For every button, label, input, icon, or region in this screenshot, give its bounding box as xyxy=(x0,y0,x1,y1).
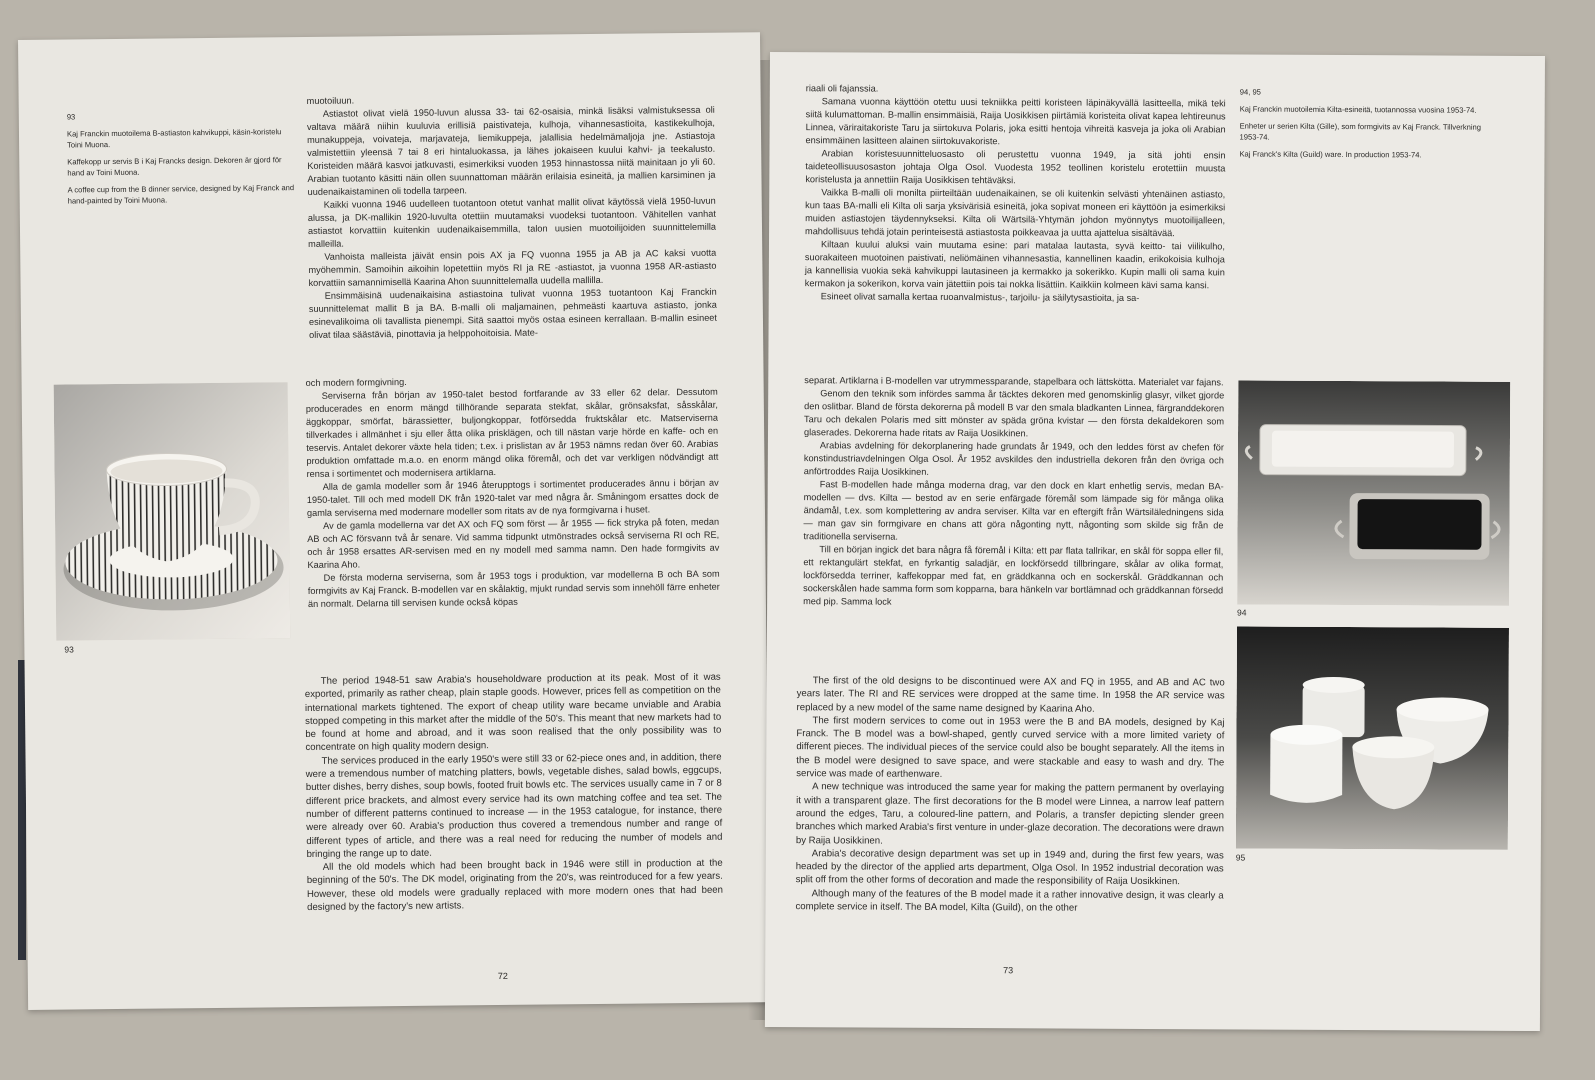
caption-93-number: 93 xyxy=(66,112,76,122)
paragraph: Arabian koristesuunnitteluosasto oli perustettu vuonna 1949, ja sitä johti ensin taideteollisuusosaston johtaja Olga Osol. Vuodesta 1952 teollinen koristelu erotettiin muusta koristelusta ja annettiin Raija Uosikkisen tehtäväksi. xyxy=(805,148,1226,186)
paragraph: separat. Artiklarna i B-modellen var utrymmessparande, stapelbara och lättskötta. Materialet var fajans. xyxy=(804,375,1224,388)
figure-94-label: 94 xyxy=(1237,607,1247,618)
english-text-column xyxy=(795,674,1224,916)
caption-93 xyxy=(67,109,296,212)
caption-93-swedish: Kaffekopp ur servis B i Kaj Francks design. Dekoren är gjord för hand av Toini Muona. xyxy=(67,155,282,178)
paragraph: All the old models which had been brought back in 1946 were still in production at the beginning of the 50's. The DK model, originating from the 20's, was reintroduced for a few years. However, these old models were gradually replaced with more modern ones that had been designed by the factory's new artists. xyxy=(306,857,723,914)
caption-94-95 xyxy=(1239,86,1499,166)
paragraph: Vaikka B-malli oli monilta piirteiltään uudenaikainen, se oli kuitenkin selvästi yhtenäinen astiasto, kun taas BA-malli eli Kilta oli sarja yksivärisiä esineitä, joka sopivat moneen eri käyttöön ja esimerkiksi muiden astiastojen täydennykseksi. Kilta oli Wärtsilä-Yhtymän johdon myönnytys muotoilijalleen, mahdollisuus tehdä jotain perinteisestä astiastosta poikkeavaa ja uutta ajattelua sisältävää. xyxy=(805,187,1226,239)
page-number-left: 72 xyxy=(497,970,508,982)
caption-93-english: A coffee cup from the B dinner service, designed by Kaj Franck and hand-painted by Toini Muona. xyxy=(67,183,295,206)
paragraph: The first modern services to come out in 1953 were the B and BA models, designed by Kaj Franck. The B model was a bowl-shaped, gently curved service with a more limited variety of different pieces. The individual pieces of the service could also be bought separately. All the items in the B model were designed to save space, and were stackable and easy to wash and dry. The service was made of earthenware. xyxy=(796,715,1225,780)
paragraph: Till en början ingick det bara några få föremål i Kilta: ett par flata tallrikar, en skål för soppa eller fil, ett rektangulärt stekfat, en fyrkantig saladjär, en lockförsedd tillbringare, skålar av olika format, lockförsedda terriner, kaffekoppar med fat, en gräddkanna och en sockerskål. Gräddkannan och sockerskålen hade samma form som kopparna, bara hänkeln var bortlämnad och gräddkannan försedd med pip. Samma lock xyxy=(803,544,1224,607)
coffee-cup-photo xyxy=(54,382,291,640)
caption-94-95-number: 94, 95 xyxy=(1239,87,1261,97)
figure-95-label: 95 xyxy=(1235,852,1246,863)
kilta-dishes-photo xyxy=(1237,380,1510,605)
kilta-bowls-illustration xyxy=(1236,626,1509,849)
paragraph: Serviserna från början av 1950-talet bestod fortfarande av 33 eller 62 delar. Dessutom producerades en enorm mängd tillhörande separata stekfat, skålar, grönsaksfat, såsskålar, äggkoppar, smörfat, bärassietter, buljongkoppar, fotförsedda fruktskålar etc. Matserviserna tillverkades i allmänhet i sju eller åtta olika prisklägen, och till nästan varje hörde en kaffe- och en teservis. Antalet dekorer växte hela tiden; t.ex. i prislistan av år 1953 nämns redan över 60. Arabias produktion omfattade m.a.o. en enorm mängd olika föremål, och det var verkligen nödvändigt att rensa i sortimentet och modernisera artiklarna. xyxy=(305,386,719,480)
paragraph: Samana vuonna käyttöön otettu uusi tekniikka peitti koristeen läpinäkyvällä lasitteella, mikä teki siitä kulumattoman. B-mallin ensimmäisiä, Raija Uosikkisen piirtämiä koristeita olivat kapea lehtireunus Linnea, väriraitakoriste Taru ja siirtokuva Polaris, joka esitti hentoja vihreitä kasveja ja joka oli Arabian ensimmäinen lasitteen alainen siirtokuvakoriste. xyxy=(805,96,1226,147)
finnish-text-column xyxy=(307,91,718,342)
paragraph: Av de gamla modellerna var det AX och FQ som först — år 1955 — fick stryka på foten, medan AB och AC försvann två år senare. Vid samma tidpunkt utmönstrades också serviserna RI och RE, och år 1958 ersattes AR-servisen med en ny modell med samma namn. Den hade formgivits av Kaarina Aho. xyxy=(307,516,720,570)
caption-93-finnish: Kaj Franckin muotoilema B-astiaston kahvikuppi, käsin-koristelu Toini Muona. xyxy=(66,127,282,150)
paragraph: Alla de gamla modeller som år 1946 återupptogs i sortimentet producerades ännu i början av 1950-talet. Till och med modell DK från 1920-talet var med några år. Småningom ersattes dock de gamla serviserna med modernare modeller som ritats av de nya formgivarna i huset. xyxy=(306,477,719,518)
caption-94-95-swedish: Enheter ur serien Kilta (Gille), som formgivits av Kaj Franck. Tillverkning 1953-74. xyxy=(1239,121,1482,142)
english-text-column xyxy=(305,671,723,915)
paragraph: riaali oli fajanssia. xyxy=(805,83,879,94)
paragraph: Kaikki vuonna 1946 uudelleen tuotantoon otetut vanhat mallit olivat käytössä vielä 1950-luvun alussa, ja DK-mallikin 1920-luvulta otettiin muutamaksi vuodeksi tuotantoon. Vähitellen vanhat astiastot korvattiin kuitenkin uudenaikaisemmilla, talon uusien muotoilijoiden suunnittelemilla malleilla. xyxy=(307,195,717,249)
paragraph: The first of the old designs to be discontinued were AX and FQ in 1955, and AB and AC two years later. The RI and RE services were dropped at the same time. In 1958 the AR service was replaced by a new model of the same name designed by Kaarina Aho. xyxy=(796,675,1225,715)
paragraph: The services produced in the early 1950's were still 33 or 62-piece ones and, in addition, there were a tremendous number of matching platters, bowls, vegetable dishes, salad bowls, eggcups, butter dishes, berry dishes, soup bowls, footed fruit bowls etc. The services usually came in 7 or 8 different price brackets, and almost every service had its own matching coffee and tea set. The number of different patterns continued to increase — in the 1953 catalogue, for instance, there were already over 60. Arabia's production thus covered a tremendous number and range of different types of article, and there was a real need for reducing the number of models and bringing the range up to date. xyxy=(305,751,723,860)
paragraph: Vanhoista malleista jäivät ensin pois AX ja FQ vuonna 1955 ja AB ja AC kaksi vuotta myöhemmin. Samoihin aikoihin lopetettiin myös RI ja RE -astiastot, ja vuonna 1958 AR-astiasto korvattiin samannimisellä Kaarina Ahon suunnittelemalla uudella mallilla. xyxy=(308,247,717,288)
paragraph: Arabia's decorative design department was set up in 1949 and, during the first few years, was headed by the director of the applied arts department, Olga Osol. In 1952 industrial decoration was split off from the other forms of decoration and made the responsibility of Raija Uosikkinen. xyxy=(795,848,1224,888)
kilta-bowls-photo xyxy=(1236,626,1509,849)
paragraph: De första moderna serviserna, som år 1953 togs i produktion, var modellerna B och BA som formgivits av Kaj Franck. B-modellen var en skålaktig, mjukt rundad servis som innehöll färre enheter än normalt. Delarna till servisen kunde också köpas xyxy=(307,568,720,609)
caption-94-95-english: Kaj Franck's Kilta (Guild) ware. In production 1953-74. xyxy=(1239,149,1422,160)
paragraph: Fast B-modellen hade många moderna drag, var den dock en klart enhetlig servis, medan BA-modellen — dvs. Kilta — bestod av en serie enfärgade föremål som lämpade sig för många olika ändamål, t.ex. som komplettering av andra serviser. Kilta var en eftergift från Wärtsiläledningens sida — man gav sin formgivare en chans att göra någonting nytt, någonting som skilde sig från de traditionella serviserna. xyxy=(803,479,1224,542)
kilta-dishes-illustration xyxy=(1237,380,1510,605)
paragraph: Although many of the features of the B model made it a rather innovative design, it was clearly a complete service in itself. The BA model, Kilta (Guild), on the other xyxy=(795,887,1224,914)
figure-93-label: 93 xyxy=(64,644,74,655)
coffee-cup-illustration xyxy=(54,382,291,640)
swedish-text-column xyxy=(803,374,1224,610)
caption-94-95-finnish: Kaj Franckin muotoilemia Kilta-esineitä, tuotannossa vuosina 1953-74. xyxy=(1239,104,1477,115)
right-page xyxy=(765,52,1545,1031)
paragraph: Ensimmäisinä uudenaikaisina astiastoina tulivat vuonna 1953 tuotantoon Kaj Franckin suunnittelemat mallit B ja BA. B-malli oli maljamainen, pehmeästi kaartuva astiasto, jonka esinevalikoima oli tavallista pienempi. Sitä saattoi myös ostaa esineen kerrallaan. B-mallin esineet olivat tilaa säästäviä, pinottavia ja helppohoitoisia. Mate- xyxy=(308,286,717,340)
finnish-text-column xyxy=(805,82,1226,305)
left-page xyxy=(18,32,770,1010)
paragraph: Astiastot olivat vielä 1950-luvun alussa 33- tai 62-osaisia, minkä lisäksi valmistuksessa oli valtava määrä niihin kuuluvia erillisiä paistivateja, kulhoja, vihannesastioita, kastikekulhoja, munakuppeja, voivateja, marjavateja, liemikuppeja, jalallisia hedelmämaljoja jne. Astiastoja valmistettiin yleensä 7 tai 8 eri hintaluokassa, ja lähes jokaiseen kuului kahvi- ja teekalusto. Koristeiden määrä kasvoi jatkuvasti, esimerkiksi vuoden 1953 hinnastossa niitä mainitaan jo yli 60. Arabian tuotanto käsitti näin ollen suunnattoman määrän erilaisia esineitä, ja mallien karsiminen ja uudenaikaistaminen oli todella tarpeen. xyxy=(306,104,716,197)
paragraph: Arabias avdelning för dekorplanering hade grundats år 1949, och den leddes först av chefen för konstindustriavdelningen Olga Osol. År 1952 avskildes den industriella dekoren från den övriga och anförtroddes Raija Uosikkinen. xyxy=(803,440,1224,477)
paragraph: muotoiluun. xyxy=(306,95,355,106)
swedish-text-column xyxy=(306,373,720,611)
paragraph: The period 1948-51 saw Arabia's householdware production at its peak. Most of it was exported, primarily as rather cheap, plain staple goods. However, prices fell as competition on the international markets tightened. The export of cheap utility ware became unviable and Arabia stopped competing in this market after the middle of the 50's. This meant that new markets had to be found at home and abroad, and it was soon realised that the only possibility was to concentrate on high quality modern design. xyxy=(304,671,722,754)
paragraph: Kiltaan kuului aluksi vain muutama esine: pari matalaa lautasta, syvä keitto- tai viilikulho, suorakaiteen muotoinen paistivati, neliömäinen vihannesastia, kannellinen kaadin, erikokoisia kulhoja ja kannellisia vuokia sekä kahvikuppi lautasineen ja kermakko ja sokerikko. Kupin malli oli sama kuin kermakon ja sokerikon, korva vain jätettiin pois tai nokka lisättiin. Kaikkiin kolmeen kävi sama kansi. xyxy=(804,239,1226,291)
paragraph: A new technique was introduced the same year for making the pattern permanent by overlaying it with a transparent glaze. The first decorations for the B model were Linnea, a narrow leaf pattern around the edges, Taru, a coloured-line pattern, and Polaris, a transfer depicting slender green branches which marked Arabia's first venture in under-glaze decoration. The decorations were drawn by Raija Uosikkinen. xyxy=(795,781,1225,847)
paragraph: och modern formgivning. xyxy=(305,376,407,389)
page-number-right: 73 xyxy=(1003,965,1014,976)
paragraph: Genom den teknik som infördes samma år täcktes dekoren med genomskinlig glasyr, vilket gjorde den oslitbar. Bland de första dekorerna på modell B var den smala bladkanten Linnea, färgranddekoren Taru och dekalen Polaris med sitt mönster av späda gröna kvistar — den första dekaldekoren som glaserades. Dekorerna hade ritats av Raija Uosikkinen. xyxy=(803,388,1225,439)
paragraph: Esineet olivat samalla kertaa ruoanvalmistus-, tarjoilu- ja säilytysastioita, ja sa- xyxy=(820,291,1140,303)
